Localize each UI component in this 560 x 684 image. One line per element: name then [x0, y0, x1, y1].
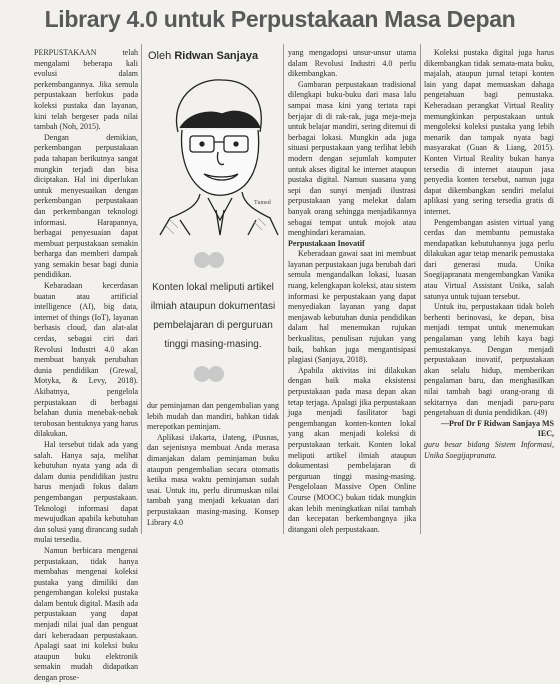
open-quote-icon [193, 248, 225, 272]
illustrator-signature: Tumed [254, 200, 271, 206]
paragraph: Untuk itu, perpustakaan tidak boleh berhenti berinovasi, ke depan, bisa menjadi tempat untuk menemukan pengalaman yang lebih kaya bagi pemustakanya. Dengan menjadi perpustakaan inovatif, perpustakaan akan selalu hidup, memberikan pengalaman baru, dan menghasilkan nilai tambah bagi orang-orang di sekitarnya dan menjadi paru-paru pengetahuan di dunia pendidikan. (49) [424, 302, 554, 418]
column-2 [147, 401, 279, 535]
paragraph: Namun berbicara mengenai perpustakaan, tidak hanya membahas mengenai koleksi pustaka yang dimiliki dan pengembangan koleksi pustaka dalam bentuk digital. Masih ada perpustakaan yang dapat menjadi nilai jual dan penguat dari keberadaan perpustakaan. Apalagi saat ini koleksi buku ataupun buku elektronik semakin mudah didapatkan dengan prose- [34, 545, 138, 683]
column-1 [34, 48, 138, 683]
author-affiliation: guru besar bidang Sistem Informasi, Unika Soegijapranata. [424, 439, 554, 460]
byline [148, 50, 280, 62]
author-signature: —Prof Dr F Ridwan Sanjaya MS IEC, [441, 418, 554, 439]
subheading: Perpustakaan Inovatif [288, 238, 365, 248]
paragraph: Aplikasi iJakarta, iJateng, iPusnas, dan sejenisnya membuat Anda merasa dimanjakan dalam peminjaman buku ataupun pengembalian secara otomatis ketika masa waktu peminjaman sudah usai. Untuk itu, perlu dirumuskan nilai tambah yang menjadi kekuatan dari perpustakaan masing-masing. Konsep Library 4.0 [147, 432, 279, 527]
column-3 [288, 48, 416, 534]
column-divider [141, 44, 142, 534]
paragraph: Hal tersebut tidak ada yang salah. Hanya saja, melihat kebutuhan nyata yang ada di dalam dunia pendidikan justru harus menjadi fokus dalam pengembangan perpustakaan. Teknologi informasi dapat mewujudkan apabila kebutuhan dan solusi yang dirancang sudah mulai tersedia. [34, 439, 138, 545]
column-divider [283, 44, 284, 534]
byline-prefix: Oleh [148, 50, 172, 62]
paragraph: dur peminjaman dan pengembalian yang lebih mudah dan mandiri, bahkan tidak merepotkan peminjam. [147, 401, 279, 432]
paragraph: yang mengadopsi unsur-unsur utama dalam Revolusi Industri 4.0 perlu dikembangkan. [288, 48, 416, 79]
pull-quote: Konten lokal meliputi artikel ilmiah ataupun dokumentasi pembelajaran di perguruan tinggi masing-masing. [150, 282, 276, 350]
paragraph: Koleksi pustaka digital juga harus dikembangkan tidak semata-mata buku, majalah, ataupun jurnal tetapi konten lain yang dapat memuaskan dahaga pengetahuan bagi pemustaka. Keberadaan perangkat Virtual Reality memungkinkan perpustakaan untuk mengoleksi koleksi pustaka yang lebih menarik dan tampak nyata bagi masyarakat (Guan & Liang, 2015). Konten Virtual Reality bukan hanya tersedia di internet ataupun jasa penyedia konten tersebut, namun juga dapat dikembangkan sendiri melalui aplikasi yang sering tersedia gratis di internet. [424, 48, 554, 216]
paragraph: Keberadaan gawai saat ini membuat layanan perpustakaan juga berubah dari semula mengandalkan lokasi, luasan ruang, kelengkapan koleksi, atau sistem informasi ke perpustakaan yang dapat menyediakan layanan yang dapat menjawab kebutuhan dunia pendidikan dalam hal menemukan rujukan berkualitas, penulisan rujukan yang baik, bahkan juga mengantisipasi plagiasi (Sanjaya, 2018). [288, 249, 416, 365]
paragraph: Apabila aktivitas ini dilakukan dengan baik maka eksistensi perpustakaan pada masa depan akan tetap terjaga. Apalagi jika perpustakaan juga menjadi fasilitator bagi pengembangan konten-konten lokal yang akan menjadi koleksi di perpustakaan terkait. Konten lokal meliputi artikel ilmiah ataupun dokumentasi pembelajaran di perguruan tinggi masing-masing. Pengelolaan Massive Open Online Course (MOOC) bukan tidak mungkin akan lebih meningkatkan nilai tambah dan kecepatan berkembangnya jika ditangani oleh perpustakaan. [288, 365, 416, 534]
column-divider [420, 44, 421, 534]
byline-author: Ridwan Sanjaya [174, 50, 259, 62]
paragraph: PERPUSTAKAAN telah mengalami beberapa kali evolusi dalam perkembangannya. Jika semula perpustakaan berfokus pada koleksi pustaka dan layanan, kini telah bergeser pada nilai tambah (Noh, 2015). [34, 48, 138, 132]
paragraph: Dengan demikian, perkembangan perpustakaan pada tahapan berikutnya sangat mungkin terjadi dan bisa diciptakan. Hal ini diperlukan untuk menyesuaikan dengan perkembangan perpustakaan dan perkembangan teknologi informasi. Harapannya, berbagai penyesuaian dapat membuat perpustakaan semakin berharga dan memberi dampak yang semakin besar bagi dunia pendidikan. [34, 132, 138, 280]
author-caricature [150, 70, 280, 235]
close-quote-icon [193, 362, 225, 386]
paragraph: Pengembangan asisten virtual yang cerdas dan membantu pemustaka mendapatkan kebutuhannya juga perlu dilakukan agar tetap menarik pemustaka dari generasi muda. Unika Soegijapranata mengembangkan Vanika atau Virtual Assistant Unika, salah satunya untuk tujuan tersebut. [424, 217, 554, 301]
article-headline: Library 4.0 untuk Perpustakaan Masa Depan [44, 6, 516, 32]
paragraph: Kebaradaan kecerdasan buatan atau artificial intelligence (AI), big data, internet of things (IoT), layanan berbasis cloud, dan alat-alat cerdas, sebagai ciri dari Revolusi Industri 4.0 akan membuat banyak perubahan dunia pendidikan (Grewal, Motyka, & Levy, 2018). Akibatnya, pengelola perpustakaan di berbagai belahan dunia menebak-nebak terobosan bentuknya yang harus dilakukan. [34, 281, 138, 439]
paragraph: Gambaran perpustakaan tradisional dilengkapi buku-buku dari masa lalu sampai masa kini yang tertata rapi berjajar di di rak-rak, juga meja-meja untuk belajar mandiri, sering ditemui di berbagai lokasi. Mungkin ada juga situasi perpustakaan yang terlihat lebih modern dengan sejumlah komputer untuk akses digital ke internet ataupun pustaka digital. Namun suasana yang sepi dan sunyi menjadi ilustrasi perpustakaan yang melekat dalam banyak orang sehingga menjadikannya sebagai tempat untuk mojok atau menghindari keramaian. [288, 79, 416, 238]
column-4 [424, 48, 554, 534]
